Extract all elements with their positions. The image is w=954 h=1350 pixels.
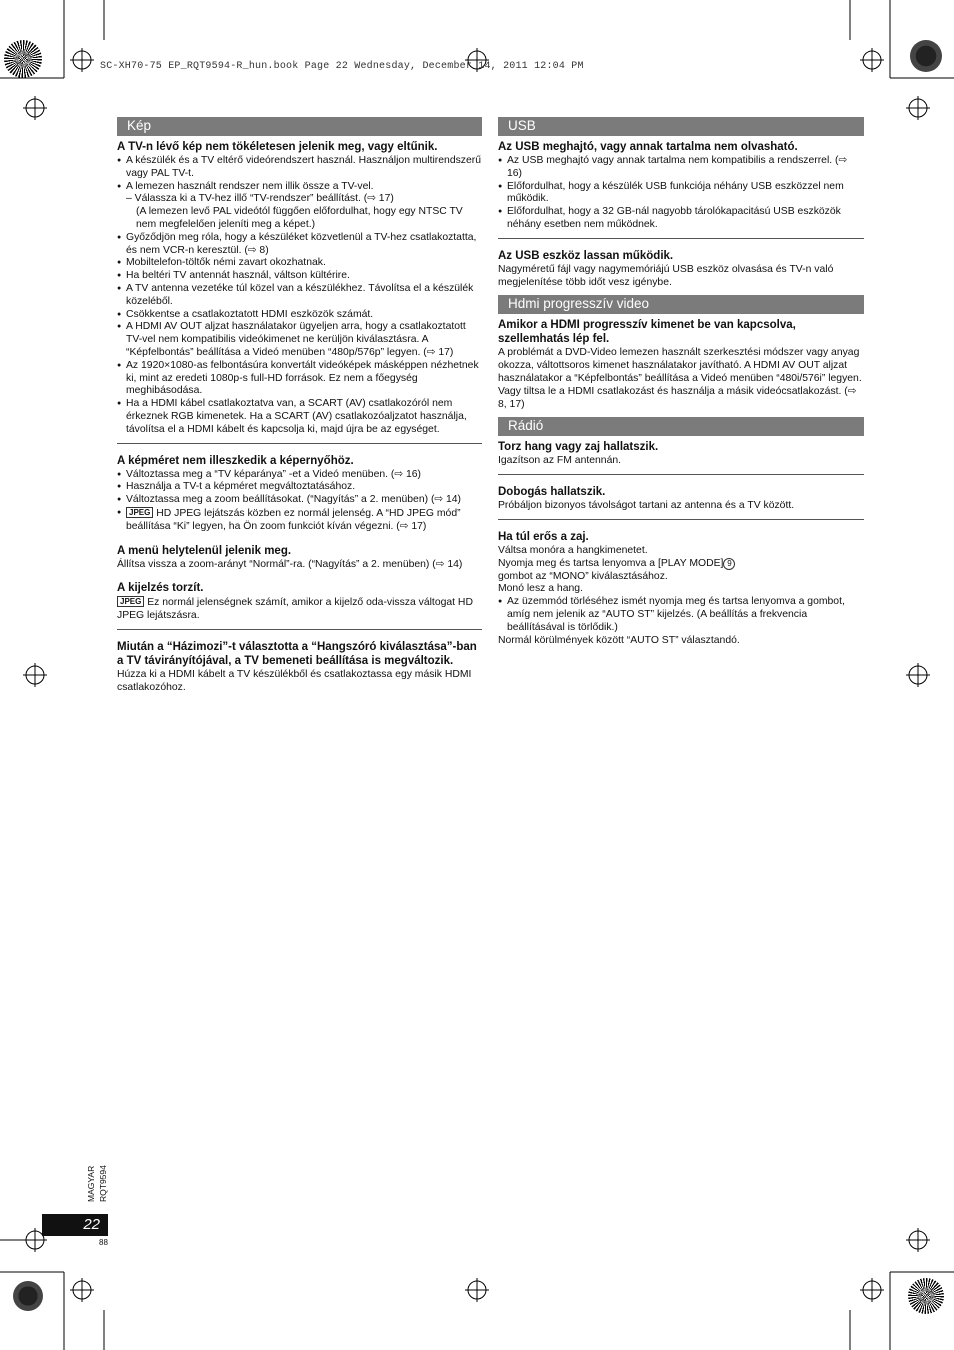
sub-item-note: (A lemezen levő PAL videótól függően előfordulhat, hogy egy NTSC TV nem megfelelően jeleníti meg a képet.): [136, 206, 463, 230]
list-item: ● Csökkentse a csatlakoztatott HDMI eszközök számát.: [117, 309, 482, 322]
bullet-list: [498, 596, 864, 634]
list-item: ● Előfordulhat, hogy a 32 GB-nál nagyobb tárolókapacitású USB eszközök néhány esetben nem működnek.: [498, 206, 864, 232]
divider: [117, 629, 482, 630]
answer-text-part: Nyomja meg és tartsa lenyomva a [PLAY MODE]: [498, 557, 724, 569]
model-code-label: RQT9594: [98, 1165, 108, 1202]
question-heading: Amikor a HDMI progresszív kimenet be van kapcsolva, szellemhatás lép fel.: [498, 319, 796, 346]
list-item: ● A készülék és a TV eltérő videórendszert használ. Használjon multirendszerű vagy PAL TV-t.: [117, 155, 482, 181]
list-item-jpeg: [117, 507, 482, 534]
list-item: ● Előfordulhat, hogy a készülék USB funkciója néhány USB eszközzel nem működik.: [498, 181, 864, 207]
question-heading: A kijelzés torzít.: [117, 582, 204, 595]
question-heading: Miután a “Házimozi”-t választotta a “Hangszóró kiválasztása”-ban a TV távirányítójával, a TV bemeneti beállítása is megváltozik.: [117, 640, 477, 667]
list-item: ● A lemezen használt rendszer nem illik össze a TV-vel.: [117, 181, 482, 194]
list-item: ● Használja a TV-t a képméret megváltoztatásához.: [117, 481, 482, 494]
spacer: [117, 534, 482, 544]
answer-text: Állítsa vissza a zoom-arányt “Normál”-ra. (“Nagyítás” a 2. menüben) (⇨ 14): [117, 558, 463, 570]
list-item: ● Az 1920×1080-as felbontásúra konvertált videóképek másképpen nézhetnek ki, mint az eredeti 1080p-s full-HD források. Ez nem a főegység meghibásodása.: [117, 360, 482, 398]
jpeg-tag: JPEG: [126, 507, 153, 518]
answer-text: [117, 596, 482, 623]
page-number: 22: [42, 1214, 108, 1236]
question-heading: A TV-n lévő kép nem tökéletesen jelenik meg, vagy eltűnik.: [117, 141, 438, 153]
divider: [498, 519, 864, 520]
language-label: MAGYAR: [86, 1165, 96, 1202]
answer-text: [498, 558, 864, 571]
list-item: ● Az USB meghajtó vagy annak tartalma nem kompatibilis a rendszerrel. (⇨ 16): [498, 155, 864, 181]
bullet-list: [117, 232, 482, 437]
list-item: ● A TV antenna vezetéke túl közel van a készülékhez. Távolítsa el a készülék közeléből.: [117, 283, 482, 309]
list-item: ● A HDMI AV OUT aljzat használatakor ügyeljen arra, hogy a csatlakoztatott TV-vel nem kompatibilis videókimenet ne kerüljön kiválasztásra. A “Képfelbontás” beállítása a Videó menüben “480p/576p” legyen. (⇨ 17): [117, 321, 482, 359]
answer-text: Húzza ki a HDMI kábelt a TV készülékből és csatlakoztassa egy másik HDMI csatlakozóhoz.: [117, 668, 472, 693]
question-heading: Az USB eszköz lassan működik.: [498, 249, 674, 262]
list-item: ● Mobiltelefon-töltők némi zavart okozhatnak.: [117, 257, 482, 270]
bullet-list: [498, 155, 864, 232]
question-heading: Az USB meghajtó, vagy annak tartalma nem olvasható.: [498, 141, 798, 153]
side-label: [82, 1160, 112, 1210]
question-heading: Dobogás hallatszik.: [498, 486, 606, 499]
right-column: [498, 117, 864, 647]
list-item: ● Ha beltéri TV antennát használ, váltson kültérire.: [117, 270, 482, 283]
left-column: [117, 117, 482, 695]
answer-text: A problémát a DVD-Video lemezen használt szerkesztési módszer vagy anyag okozza, váltottsoros kimenet használatakor javítható. A HDMI AV OUT aljzat használatakor a “Képfelbontás” beállítása a Videó menüben “480i/576i” legyen. Vagy tiltsa le a HDMI csatlakozást és használja a másik videócsatlakozást. (⇨ 8, 17): [498, 347, 862, 410]
button-number-badge: 9: [723, 558, 735, 570]
list-item: ● Ha a HDMI kábel csatlakoztatva van, a SCART (AV) csatlakozóról nem érkeznek RGB kimenetek. Ha a SCART (AV) csatlakozóaljzatot használja, távolítsa el a HDMI kábelt és kapcsolja ki, majd újra be az egységet.: [117, 398, 482, 436]
divider: [498, 474, 864, 475]
answer-text: Monó lesz a hang.: [498, 583, 583, 595]
question-heading: Torz hang vagy zaj hallatszik.: [498, 441, 659, 454]
list-item: ● Változtassa meg a “TV képaránya” -et a Videó menüben. (⇨ 16): [117, 469, 482, 482]
answer-text: Nagyméretű fájl vagy nagymemóriájú USB eszköz olvasása és TV-n való megjelenítése több időt vesz igénybe.: [498, 263, 834, 288]
section-heading-usb: USB: [498, 117, 864, 136]
answer-text: Váltsa monóra a hangkimenetet.: [498, 544, 648, 556]
divider: [498, 238, 864, 239]
list-item: ● Győződjön meg róla, hogy a készüléket közvetlenül a TV-hez csatlakoztatta, és nem VCR-n keresztül. (⇨ 8): [117, 232, 482, 258]
answer-text: Próbáljon bizonyos távolságot tartani az antenna és a TV között.: [498, 500, 795, 512]
answer-text: gombot az “MONO” kiválasztásához.: [498, 570, 668, 582]
list-item-text: HD JPEG lejátszás közben ez normál jelenség. A “HD JPEG mód” beállítása “Ki” legyen, ha Ön zoom funkciót kíván végezni. (⇨ 17): [126, 507, 461, 532]
spacer: [117, 571, 482, 581]
section-heading-hdmi: Hdmi progresszív video: [498, 295, 864, 314]
question-heading: A menü helytelenül jelenik meg.: [117, 544, 292, 557]
sub-page-number: 88: [99, 1238, 108, 1247]
sub-item: – Válassza ki a TV-hez illő “TV-rendszer” beállítást. (⇨ 17): [126, 193, 394, 205]
divider: [117, 443, 482, 444]
list-item: ● Változtassa meg a zoom beállításokat. (“Nagyítás” a 2. menüben) (⇨ 14): [117, 494, 482, 507]
bullet-list: [117, 469, 482, 534]
answer-text: Igazítson az FM antennán.: [498, 455, 622, 467]
section-heading-radio: Rádió: [498, 417, 864, 436]
question-heading: Ha túl erős a zaj.: [498, 530, 589, 543]
answer-text: Normál körülmények között “AUTO ST” választandó.: [498, 634, 740, 646]
print-header-line: SC-XH70-75 EP_RQT9594-R_hun.book Page 22 Wednesday, December 14, 2011 12:04 PM: [100, 61, 584, 72]
section-heading-kep: Kép: [117, 117, 482, 136]
question-heading: A képméret nem illeszkedik a képernyőhöz.: [117, 454, 354, 467]
answer-text-body: Ez normál jelenségnek számít, amikor a kijelző oda-vissza váltogat HD JPEG lejátszásra.: [117, 597, 473, 622]
list-item: ● Az üzemmód törléséhez ismét nyomja meg és tartsa lenyomva a gombot, amíg nem jelenik az “AUTO ST” kijelzés. (A beállítás a frekvencia beállításával is törlődik.): [498, 596, 864, 634]
bullet-list: [117, 155, 482, 193]
jpeg-tag: JPEG: [117, 596, 144, 607]
